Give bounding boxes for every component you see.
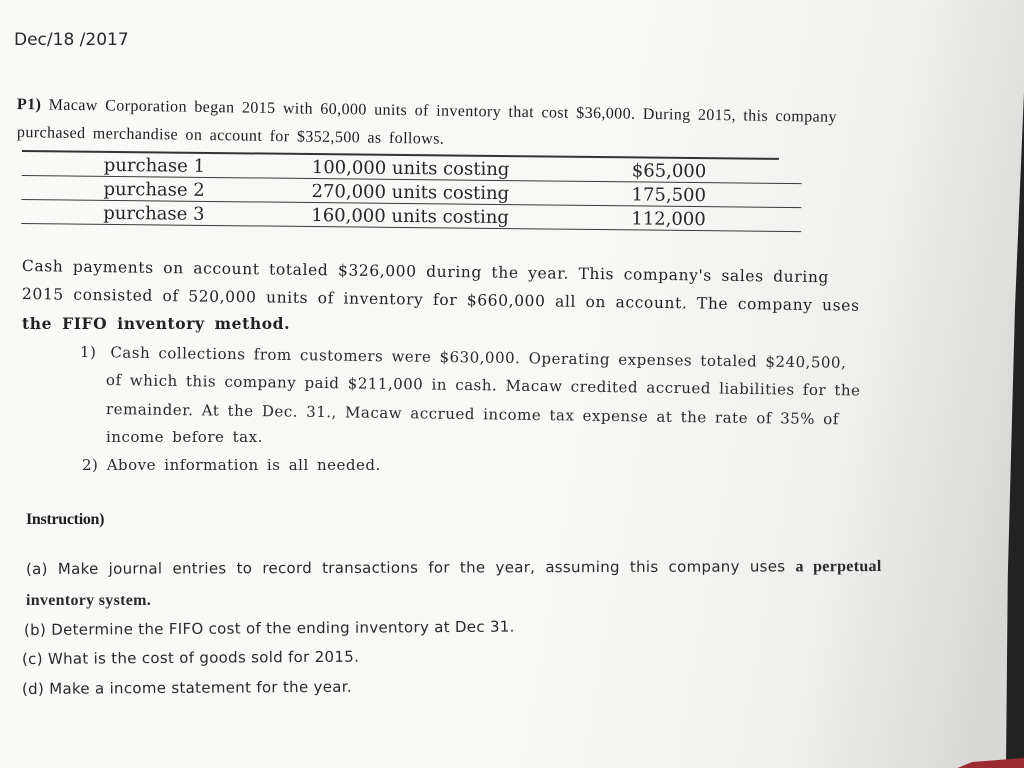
purchase-cost: $65,000 xyxy=(631,159,707,182)
purchase-name: purchase 1 xyxy=(103,154,206,177)
note-item-1-line-3: remainder. At the Dec. 31., Macaw accrued income tax expense at the rate of 35% of xyxy=(105,400,839,429)
purchase-units: 270,000 units costing xyxy=(311,180,510,204)
note-text: Cash collections from customers were $630,000. Operating expenses totaled $240,500, xyxy=(110,343,847,372)
body-line-3: the FIFO inventory method. xyxy=(22,314,291,333)
instruction-a-text: (a) Make journal entries to record transactions for the year, assuming this company uses xyxy=(25,557,786,578)
purchase-name: purchase 3 xyxy=(103,202,205,225)
problem-label: P1) xyxy=(16,96,42,114)
note-item-2 xyxy=(82,456,381,474)
instruction-heading: Instruction) xyxy=(26,511,105,528)
purchase-units: 100,000 units costing xyxy=(311,156,510,180)
document-date: Dec/18 /2017 xyxy=(14,30,129,50)
note-item-1-line-4: income before tax. xyxy=(106,428,263,446)
purchase-cost: 175,500 xyxy=(631,183,707,206)
instruction-c: (c) What is the cost of goods sold for 2015. xyxy=(21,647,360,668)
purchases-table xyxy=(21,150,802,232)
problem-intro-text-1: Macaw Corporation began 2015 with 60,000 units of inventory that cost $36,000. During 2015, this company xyxy=(48,96,838,126)
note-number: 1) xyxy=(79,343,97,362)
note-number: 2) xyxy=(82,456,99,474)
instruction-a-line-2: inventory system. xyxy=(26,592,152,609)
note-item-1-line-2: of which this company paid $211,000 in cash. Macaw credited accrued liabilities for the xyxy=(105,371,861,400)
instruction-a-line-1 xyxy=(26,557,882,579)
instruction-a-emphasis: a perpetual xyxy=(795,558,882,576)
purchase-units: 160,000 units costing xyxy=(311,204,509,228)
instruction-b: (b) Determine the FIFO cost of the ending inventory at Dec 31. xyxy=(23,617,515,639)
purchase-name: purchase 2 xyxy=(103,178,205,201)
purchase-cost: 112,000 xyxy=(631,207,706,230)
body-line-2: 2015 consisted of 520,000 units of inventory for $660,000 all on account. The company uses xyxy=(21,285,860,315)
problem-intro-line-2: purchased merchandise on account for $352,500 as follows. xyxy=(16,124,445,148)
note-text: Above information is all needed. xyxy=(106,456,381,474)
body-line-1: Cash payments on account totaled $326,000 during the year. This company's sales during xyxy=(21,257,830,287)
instruction-d: (d) Make a income statement for the year. xyxy=(21,677,352,698)
